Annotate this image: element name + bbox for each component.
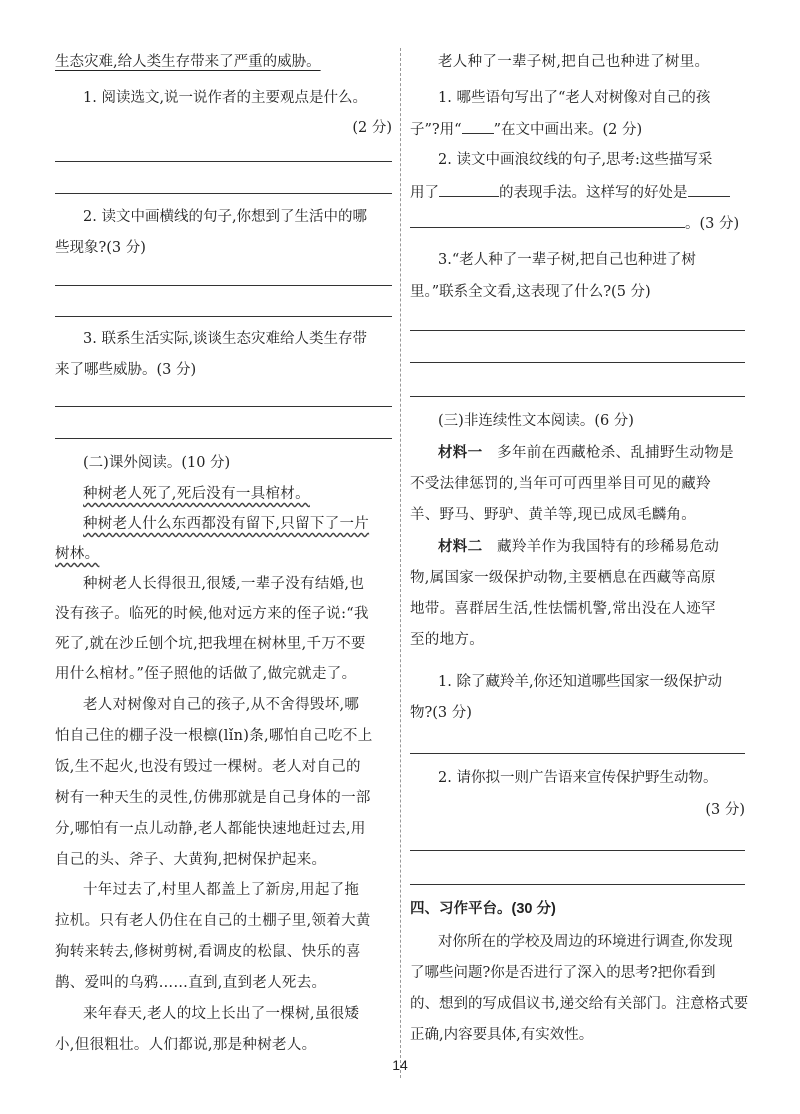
answer-line[interactable] bbox=[410, 753, 745, 754]
para1-line: 用什么棺材。”侄子照他的话做了,做完就走了。 bbox=[55, 666, 357, 682]
para1-line: 种树老人长得很丑,很矮,一辈子没有结婚,也 bbox=[83, 576, 365, 592]
composition-line: 正确,内容要具体,有实效性。 bbox=[410, 1027, 594, 1043]
blank[interactable] bbox=[410, 213, 685, 228]
r-question-2-line2: 用了 的表现手法。这样写的好处是 bbox=[410, 182, 745, 203]
material-2-line2: 物,属国家一级保护动物,主要栖息在西藏等高原 bbox=[410, 570, 716, 586]
material-1-line2: 不受法律惩罚的,当年可可西里举目可见的藏羚 bbox=[410, 476, 711, 492]
r-question-3-line2: 里。”联系全文看,这表现了什么?(5 分) bbox=[410, 284, 651, 300]
question-1: 1. 阅读选文,说一说作者的主要观点是什么。 bbox=[83, 90, 368, 106]
answer-line[interactable] bbox=[410, 362, 745, 363]
wavy-sentence-1: 种树老人死了,死后没有一具棺材。 bbox=[83, 486, 310, 502]
question-2-line2: 些现象?(3 分) bbox=[55, 240, 146, 256]
material-1-line1: 材料一 多年前在西藏枪杀、乱捕野生动物是 bbox=[438, 444, 734, 461]
para3-line: 狗转来转去,修树剪树,看调皮的松鼠、快乐的喜 bbox=[55, 944, 361, 960]
section-2-title: (二)课外阅读。(10 分) bbox=[83, 455, 231, 471]
para2-line: 自己的头、斧子、大黄狗,把树保护起来。 bbox=[55, 852, 327, 868]
answer-line[interactable] bbox=[410, 884, 745, 885]
answer-line[interactable] bbox=[55, 285, 392, 286]
composition-line: 对你所在的学校及周边的环境进行调查,你发现 bbox=[438, 934, 733, 950]
para1-line: 没有孩子。临死的时候,他对远方来的侄子说:“我 bbox=[55, 606, 369, 622]
passage-last-line: 老人种了一辈子树,把自己也种进了树里。 bbox=[438, 54, 710, 70]
wavy-sentence-2a: 种树老人什么东西都没有留下,只留下了一片 bbox=[83, 516, 370, 532]
material-2-line4: 至的地方。 bbox=[410, 632, 484, 648]
blank[interactable] bbox=[688, 182, 730, 197]
composition-line: 了哪些问题?你是否进行了深入的思考?把你看到 bbox=[410, 965, 716, 981]
column-divider bbox=[400, 48, 401, 1078]
composition-line: 的、想到的写成倡议书,递交给有关部门。注意格式要 bbox=[410, 996, 749, 1012]
answer-line[interactable] bbox=[55, 316, 392, 317]
blank[interactable] bbox=[439, 182, 499, 197]
question-3-line2: 来了哪些威胁。(3 分) bbox=[55, 362, 197, 378]
r-question-4-line2: 物?(3 分) bbox=[410, 705, 472, 721]
material-1-line3: 羊、野马、野驴、黄羊等,现已成凤毛麟角。 bbox=[410, 507, 697, 523]
para1-line: 死了,就在沙丘刨个坑,把我埋在树林里,千万不要 bbox=[55, 636, 366, 652]
answer-line[interactable] bbox=[55, 406, 392, 407]
para2-line: 饭,生不起火,也没有毁过一棵树。老人对自己的 bbox=[55, 759, 361, 775]
left-column bbox=[55, 0, 392, 1114]
para2-line: 怕自己住的棚子没一根檩(lǐn)条,哪怕自己吃不上 bbox=[55, 728, 373, 744]
question-3-line1: 3. 联系生活实际,谈谈生态灾难给人类生存带 bbox=[83, 331, 368, 347]
r-question-4-line1: 1. 除了藏羚羊,你还知道哪些国家一级保护动 bbox=[438, 674, 723, 690]
para3-line: 十年过去了,村里人都盖上了新房,用起了拖 bbox=[83, 882, 360, 898]
question-2-line1: 2. 读文中画横线的句子,你想到了生活中的哪 bbox=[83, 209, 368, 225]
answer-line[interactable] bbox=[55, 438, 392, 439]
para4-line: 来年春天,老人的坟上长出了一棵树,虽很矮 bbox=[83, 1006, 360, 1022]
r-question-2-line3: 。(3 分) bbox=[410, 213, 745, 234]
para3-line: 拉机。只有老人仍住在自己的土棚子里,领着大黄 bbox=[55, 913, 371, 929]
r-question-3-line1: 3.“老人种了一辈子树,把自己也种进了树 bbox=[438, 252, 696, 268]
answer-line[interactable] bbox=[55, 193, 392, 194]
para2-line: 老人对树像对自己的孩子,从不舍得毁坏,哪 bbox=[83, 697, 360, 713]
para2-line: 树有一种天生的灵性,仿佛那就是自己身体的一部 bbox=[55, 790, 371, 806]
answer-line[interactable] bbox=[55, 161, 392, 162]
section-4-title: 四、习作平台。(30 分) bbox=[410, 901, 556, 917]
r-question-5-score: (3 分) bbox=[705, 802, 745, 818]
right-column bbox=[410, 0, 749, 1114]
passage-tail: 生态灾难,给人类生存带来了严重的威胁。 bbox=[55, 54, 321, 70]
para3-line: 鹊、爱叫的乌鸦……直到,直到老人死去。 bbox=[55, 975, 327, 991]
question-1-score: (2 分) bbox=[352, 120, 392, 136]
section-3-title: (三)非连续性文本阅读。(6 分) bbox=[438, 413, 634, 429]
page-number: 14 bbox=[392, 1057, 408, 1073]
r-question-2-line1: 2. 读文中画浪纹线的句子,思考:这些描写采 bbox=[438, 152, 713, 168]
answer-line[interactable] bbox=[410, 330, 745, 331]
r-question-1-line1: 1. 哪些语句写出了“老人对树像对自己的孩 bbox=[438, 90, 711, 106]
answer-line[interactable] bbox=[410, 850, 745, 851]
r-question-1-line2: 子”?用“ ”在文中画出来。(2 分) bbox=[410, 119, 745, 140]
r-question-5-line1: 2. 请你拟一则广告语来宣传保护野生动物。 bbox=[438, 770, 718, 786]
wavy-sentence-2b: 树林。 bbox=[55, 546, 100, 562]
blank[interactable] bbox=[462, 119, 494, 134]
para2-line: 分,哪怕有一点儿动静,老人都能快速地赶过去,用 bbox=[55, 821, 366, 837]
answer-line[interactable] bbox=[410, 396, 745, 397]
para4-line: 小,但很粗壮。人们都说,那是种树老人。 bbox=[55, 1037, 317, 1053]
material-2-line1: 材料二 藏羚羊作为我国特有的珍稀易危动 bbox=[438, 538, 720, 555]
material-2-line3: 地带。喜群居生活,性怯懦机警,常出没在人迹罕 bbox=[410, 601, 716, 617]
